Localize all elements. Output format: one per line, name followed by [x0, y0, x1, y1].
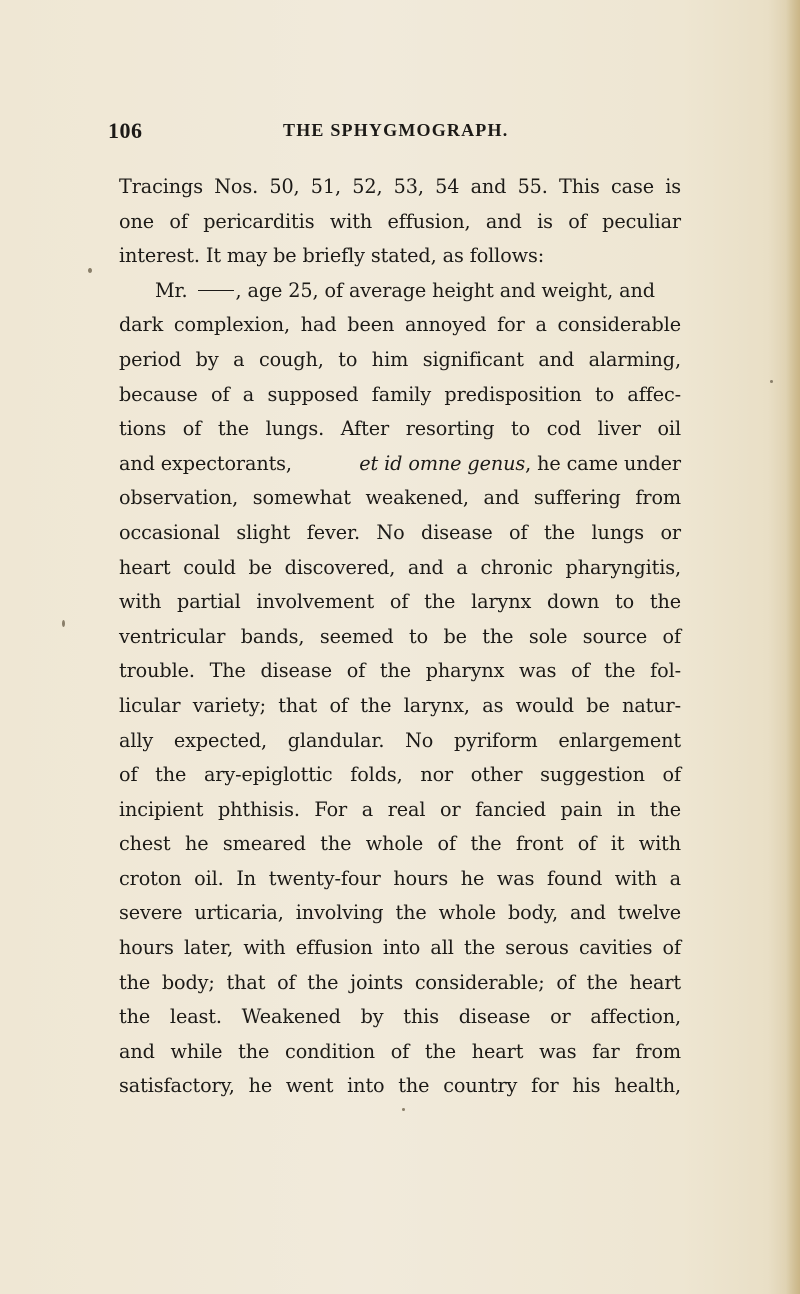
text-line: one of pericarditis with effusion, and is of peculiar	[119, 209, 681, 233]
running-title: THE SPHYGMOGRAPH.	[283, 120, 509, 140]
paper-speck	[88, 268, 92, 273]
paper-speck	[770, 380, 773, 383]
text-line: trouble. The disease of the pharynx was of the fol-	[119, 659, 681, 683]
text-line: chest he smeared the whole of the front of it with	[119, 832, 681, 856]
text-line: interest. It may be briefly stated, as follows:	[119, 244, 545, 268]
text-line: period by a cough, to him significant and alarming,	[119, 347, 681, 371]
text-line: dark complexion, had been annoyed for a considerable	[119, 313, 681, 337]
text-line: occasional slight fever. No disease of the lungs or	[119, 520, 681, 544]
text-line: of the ary-epiglottic folds, nor other suggestion of	[119, 763, 681, 787]
page-number: 106	[108, 118, 143, 143]
text-line	[119, 447, 681, 482]
text-line: croton oil. In twenty-four hours he was found with a	[119, 866, 681, 890]
text-line: the body; that of the joints considerable; of the heart	[119, 970, 681, 994]
text-line: the least. Weakened by this disease or affection,	[119, 1005, 681, 1029]
name-dash	[198, 290, 234, 291]
text-line: tions of the lungs. After resorting to cod liver oil	[119, 417, 681, 441]
text-line: because of a supposed family predisposition to affec-	[119, 382, 681, 406]
running-head	[108, 118, 678, 148]
text-line: incipient phthisis. For a real or fancied pain in the	[119, 797, 681, 821]
text-line: ally expected, glandular. No pyriform enlargement	[119, 728, 681, 752]
line-continuation: , age 25, of average height and weight, and	[235, 278, 655, 302]
text-line: ventricular bands, seemed to be the sole source of	[119, 624, 681, 648]
latin-phrase: et id omne genus	[359, 451, 526, 475]
honorific: Mr.	[155, 278, 188, 302]
line-start: and expectorants,	[119, 451, 292, 475]
text-line	[119, 274, 681, 309]
text-line: heart could be discovered, and a chronic pharyngitis,	[119, 555, 681, 579]
text-line: Tracings Nos. 50, 51, 52, 53, 54 and 55. This case is	[119, 175, 681, 198]
text-line: satisfactory, he went into the country for his health,	[119, 1074, 681, 1098]
text-line: with partial involvement of the larynx down to the	[119, 590, 681, 614]
text-line: and while the condition of the heart was far from	[119, 1039, 681, 1063]
text-line: hours later, with effusion into all the serous cavities of	[119, 936, 681, 960]
line-end: , he came under	[525, 451, 681, 475]
page-edge-shadow	[786, 0, 800, 1294]
text-line: licular variety; that of the larynx, as would be natur-	[119, 693, 681, 717]
text-line: severe urticaria, involving the whole body, and twelve	[119, 901, 681, 925]
body-text	[119, 170, 681, 1104]
paper-speck	[402, 1108, 405, 1111]
text-line: observation, somewhat weakened, and suffering from	[119, 486, 681, 510]
paper-speck	[62, 620, 65, 627]
